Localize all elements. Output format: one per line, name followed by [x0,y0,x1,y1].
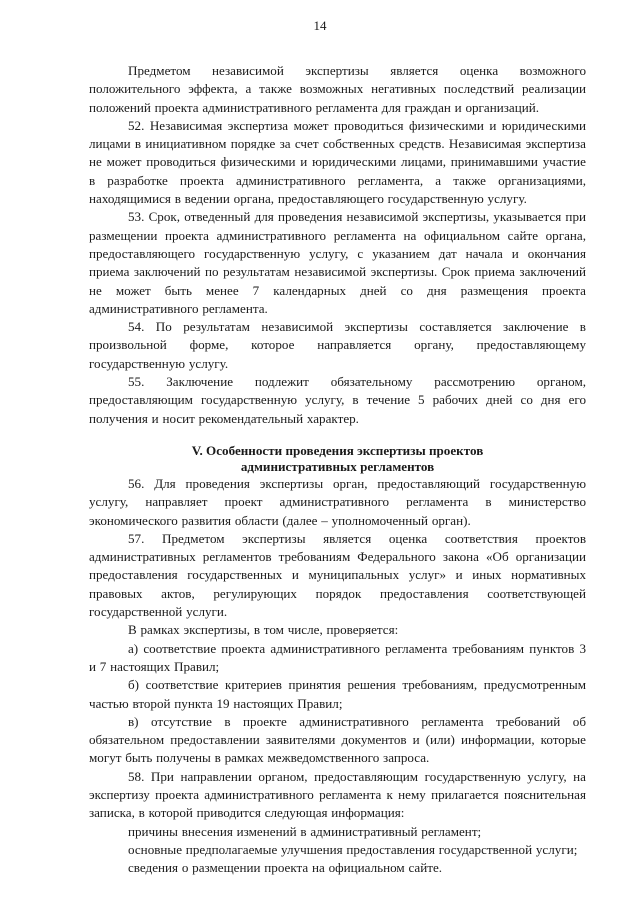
info-item-2: основные предполагаемые улучшения предоставления государственной услуги; [128,841,578,857]
page-number: 14 [313,18,327,33]
list-item-c: в) отсутствие в проекте административного регламента требований об обязательном предоставлении заявителями документов и (или) информации, которые могут быть получены в рамках межведомственного запроса. [89,713,586,766]
info-item-3: сведения о размещении проекта на официальном сайте. [128,860,443,876]
paragraph-58: 58. При направлении органом, предоставляющим государственную услугу, на экспертизу проекта административного регламента к нему прилагается пояснительная записка, в которой приводится следующая информация: [89,768,586,821]
info-item-1: причины внесения изменений в административный регламент; [128,823,482,839]
list-item-b: б) соответствие критериев принятия решения требованиям, предусмотренным частью второй пункта 19 настоящих Правил; [89,677,586,711]
document-body [89,62,586,877]
paragraph: Предметом независимой экспертизы является оценка возможного положительного эффекта, а также возможных негативных последствий реализации положений проекта административного регламента для граждан и организаций. [89,63,586,115]
paragraph-57: 57. Предметом экспертизы является оценка соответствия проектов административных регламентов требованиям Федерального закона «Об организации предоставления государственных и муниципальных услуг» и иных нормативных правовых актов, регулирующих порядок предоставления соответствующей государственной услуги. [89,530,586,620]
paragraph-checklist-intro: В рамках экспертизы, в том числе, проверяется: [128,622,399,638]
paragraph-53: 53. Срок, отведенный для проведения независимой экспертизы, указывается при размещении проекта административного регламента на официальном сайте органа, предоставляющего государственную услугу, с указанием дат начала и окончания приема заключений по результатам независимой экспертизы. Срок приема заключений не может быть менее 7 календарных дней со дня размещения проекта административного регламента. [89,209,586,316]
list-item-a: а) соответствие проекта административного регламента требованиям пунктов 3 и 7 настоящих Правил; [89,640,586,674]
paragraph-54: 54. По результатам независимой экспертизы составляется заключение в произвольной форме, которое направляется органу, предоставляющему государственную услугу. [89,319,586,371]
paragraph-52: 52. Независимая экспертиза может проводиться физическими и юридическими лицами в инициативном порядке за счет собственных средств. Независимая экспертиза не может проводиться физическими и юридическими лицами, принимавшими участие в разработке проекта административного регламента, а также организациями, находящимися в ведении органа, предоставляющего государственную услугу. [89,117,586,207]
section-heading [89,443,586,475]
section-heading-line-2: административных регламентов [240,458,435,474]
paragraph-56: 56. Для проведения экспертизы орган, предоставляющий государственную услугу, направляет проект административного регламента в министерство экономического развития области (далее – уполномоченный орган). [89,475,586,528]
paragraph-55: 55. Заключение подлежит обязательному рассмотрению органом, предоставляющим государственную услугу, в течение 5 рабочих дней со дня его получения и носит рекомендательный характер. [89,374,586,426]
section-heading-line-1: V. Особенности проведения экспертизы проектов [191,442,484,458]
